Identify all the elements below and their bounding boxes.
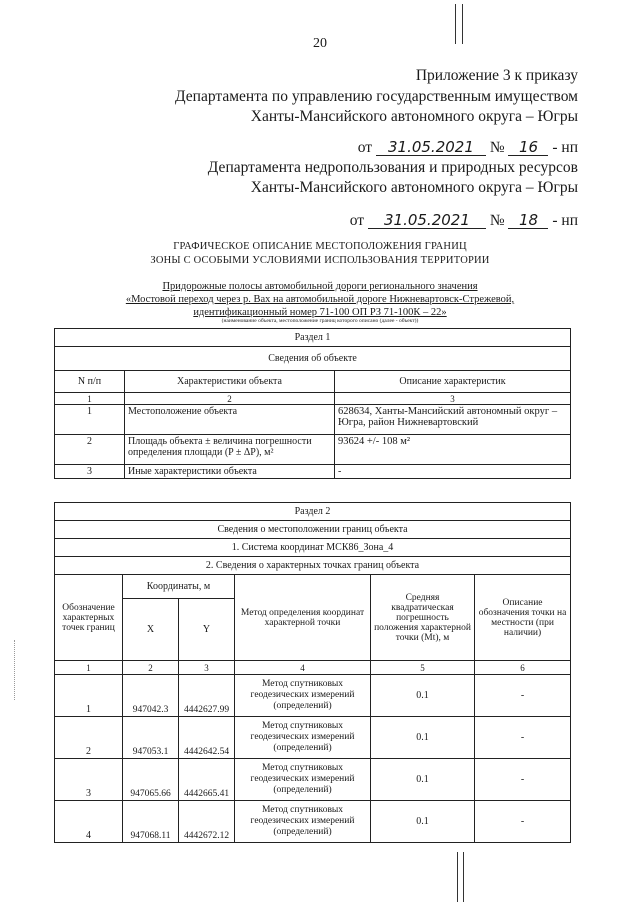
col-number: 2 (123, 661, 179, 675)
table-row (55, 405, 571, 435)
point-id: 4 (55, 801, 123, 843)
row-number: 1 (55, 405, 125, 435)
h-designation: Обозначение характерных точек границ (55, 575, 123, 661)
point-method: Метод спутниковых геодезических измерений (определений) (235, 801, 371, 843)
order-line-1 (358, 138, 578, 158)
order-line-2 (350, 211, 578, 231)
point-x: 947053.1 (123, 717, 179, 759)
header-line: Ханты-Мансийского автономного округа – Югры (250, 179, 578, 196)
header-line: Ханты-Мансийского автономного округа – Югры (250, 108, 578, 125)
col-number: 1 (55, 393, 125, 405)
section2-heading: Сведения о местоположении границ объекта (55, 521, 571, 539)
subtitle-text: идентификационный номер 71-100 ОП РЗ 71-100К – 22» (193, 307, 447, 318)
point-y: 4442627.99 (179, 675, 235, 717)
section1-table (54, 328, 571, 479)
binding-line (457, 852, 458, 902)
point-x: 947068.11 (123, 801, 179, 843)
row-characteristic: Площадь объекта ± величина погрешности определения площади (P ± ΔP), м² (125, 435, 335, 465)
point-method: Метод спутниковых геодезических измерений (определений) (235, 759, 371, 801)
col-header: Описание характеристик (335, 371, 571, 393)
order-date: 31.05.2021 (376, 139, 486, 156)
section2-table (54, 502, 571, 843)
point-error: 0.1 (371, 675, 475, 717)
subtitle-text: «Мостовой переход через р. Вах на автомобильной дороге Нижневартовск-Стрежевой, (125, 294, 515, 305)
point-method: Метод спутниковых геодезических измерений (определений) (235, 717, 371, 759)
table-row (55, 717, 571, 759)
subtitle-line (0, 293, 640, 306)
point-description: - (475, 675, 571, 717)
doc-title-line: ГРАФИЧЕСКОЕ ОПИСАНИЕ МЕСТОПОЛОЖЕНИЯ ГРАНИЦ (173, 241, 467, 252)
coord-system: 1. Система координат МСК86_Зона_4 (55, 539, 571, 557)
table-row (55, 675, 571, 717)
col-number: 2 (125, 393, 335, 405)
point-y: 4442665.41 (179, 759, 235, 801)
h-error: Средняя квадратическая погрешность положения характерной точки (Мt), м (371, 575, 475, 661)
section1-heading: Сведения об объекте (55, 347, 571, 371)
point-error: 0.1 (371, 717, 475, 759)
h-description: Описание обозначения точки на местности (при наличии) (475, 575, 571, 661)
point-y: 4442672.12 (179, 801, 235, 843)
point-id: 1 (55, 675, 123, 717)
binding-line (463, 852, 464, 902)
col-number: 3 (335, 393, 571, 405)
h-coords: Координаты, м (123, 575, 235, 599)
h-x: X (123, 599, 179, 661)
point-description: - (475, 717, 571, 759)
col-number: 5 (371, 661, 475, 675)
col-number: 6 (475, 661, 571, 675)
subtitle-line (0, 280, 640, 293)
section2-title: Раздел 2 (55, 503, 571, 521)
point-method: Метод спутниковых геодезических измерений (определений) (235, 675, 371, 717)
point-id: 2 (55, 717, 123, 759)
section1-title: Раздел 1 (55, 329, 571, 347)
point-x: 947065.66 (123, 759, 179, 801)
order-number: 16 (508, 139, 548, 156)
page-number: 20 (313, 36, 327, 51)
scan-artifact (14, 640, 16, 700)
point-description: - (475, 801, 571, 843)
col-header: N п/п (55, 371, 125, 393)
subtitle-caption: (наименование объекта, местоположение границ которого описано (далее - объект)) (221, 318, 419, 324)
order-date: 31.05.2021 (368, 212, 486, 229)
row-description: 628634, Ханты-Мансийский автономный округ – Югра, район Нижневартовский (335, 405, 571, 435)
header-line: Департамента по управлению государственным имуществом (175, 88, 578, 105)
h-y: Y (179, 599, 235, 661)
table-row (55, 759, 571, 801)
col-header: Характеристики объекта (125, 371, 335, 393)
point-id: 3 (55, 759, 123, 801)
point-error: 0.1 (371, 801, 475, 843)
doc-title-line: ЗОНЫ С ОСОБЫМИ УСЛОВИЯМИ ИСПОЛЬЗОВАНИЯ ТЕРРИТОРИИ (150, 255, 490, 266)
point-y: 4442642.54 (179, 717, 235, 759)
h-method: Метод определения координат характерной точки (235, 575, 371, 661)
order-number: 18 (508, 212, 548, 229)
order-suffix: - нп (552, 139, 578, 156)
order-no-label: № (489, 212, 505, 229)
table-row (55, 801, 571, 843)
point-error: 0.1 (371, 759, 475, 801)
row-description: - (335, 465, 571, 479)
row-characteristic: Иные характеристики объекта (125, 465, 335, 479)
point-description: - (475, 759, 571, 801)
col-number: 4 (235, 661, 371, 675)
row-number: 3 (55, 465, 125, 479)
header-line: Департамента недропользования и природных ресурсов (207, 159, 578, 176)
subtitle-text: Придорожные полосы автомобильной дороги регионального значения (162, 281, 478, 292)
row-number: 2 (55, 435, 125, 465)
order-prefix: от (357, 139, 373, 156)
order-prefix: от (349, 212, 365, 229)
order-no-label: № (489, 139, 505, 156)
col-number: 1 (55, 661, 123, 675)
point-x: 947042.3 (123, 675, 179, 717)
header-line: Приложение 3 к приказу (415, 67, 578, 84)
table-row (55, 435, 571, 465)
table-row (55, 465, 571, 479)
order-suffix: - нп (552, 212, 578, 229)
row-description: 93624 +/- 108 м² (335, 435, 571, 465)
points-heading: 2. Сведения о характерных точках границ объекта (55, 557, 571, 575)
row-characteristic: Местоположение объекта (125, 405, 335, 435)
col-number: 3 (179, 661, 235, 675)
